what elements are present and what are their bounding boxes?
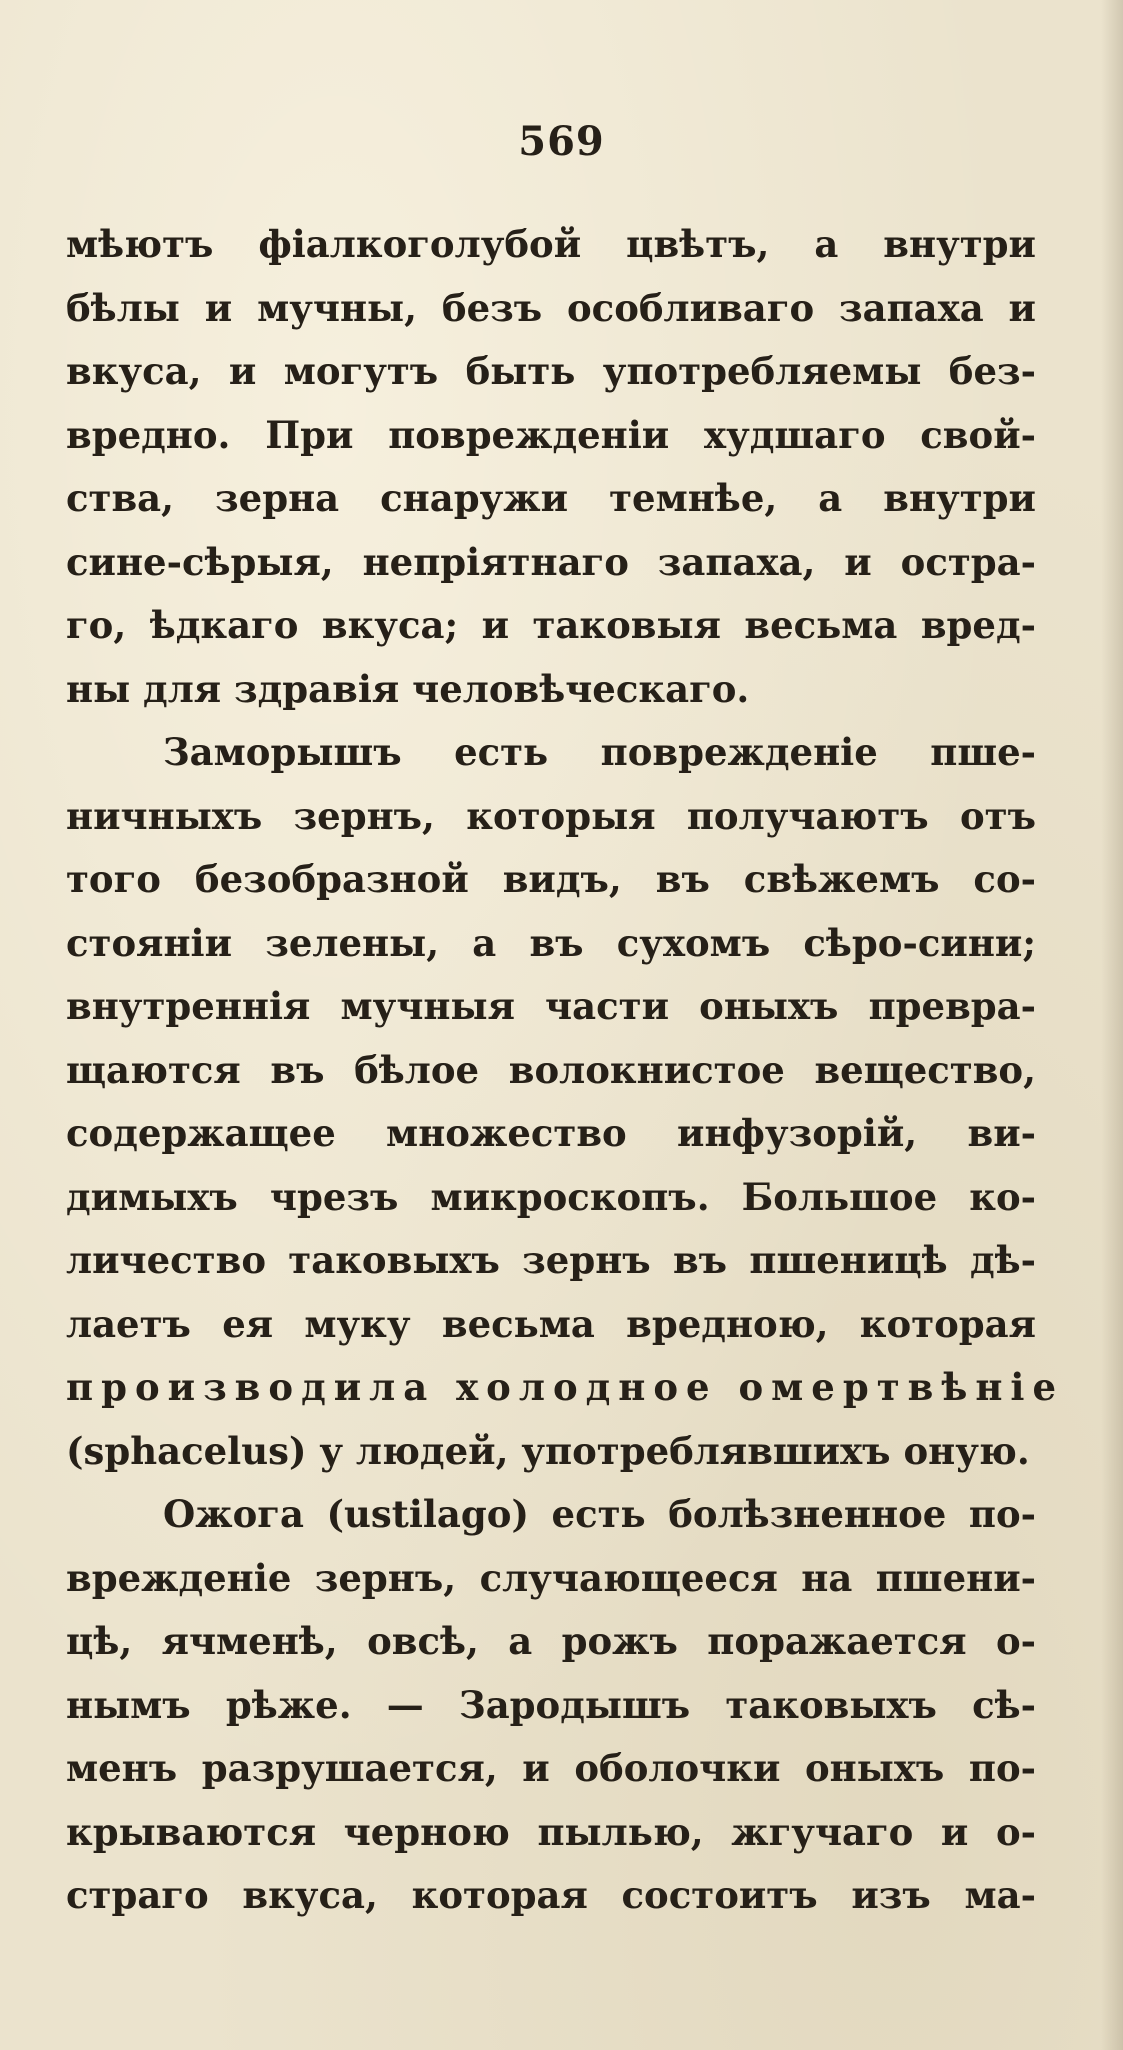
- paragraph-3: [66, 1483, 1036, 1928]
- text-line: го, ѣдкаго вкуса; и таковыя весьма вред-: [66, 603, 1036, 647]
- text-line: сине-сѣрыя, непріятнаго запаха, и остра-: [66, 539, 1036, 584]
- text-line: вредно. При поврежденіи худшаго свой-: [66, 412, 1036, 457]
- text-line: менъ разрушается, и оболочки оныхъ по-: [66, 1746, 1036, 1790]
- paragraph-1: [66, 213, 1036, 721]
- text-line: производила холодное омертвѣніе: [66, 1365, 1065, 1409]
- text-line: Заморышъ есть поврежденіе пше-: [163, 730, 1036, 774]
- text-line: внутреннія мучныя части оныхъ превра-: [66, 984, 1036, 1028]
- text-line: димыхъ чрезъ микроскопъ. Большое ко-: [66, 1174, 1036, 1219]
- text-line: страго вкуса, которая состоитъ изъ ма-: [66, 1873, 1036, 1917]
- text-line: мѣютъ фіалкоголубой цвѣтъ, а внутри: [66, 222, 1036, 266]
- text-line: содержащее множество инфузорій, ви-: [66, 1111, 1036, 1155]
- paragraph-2: [66, 721, 1065, 1483]
- text-line: лаетъ ея муку весьма вредною, которая: [66, 1301, 1036, 1346]
- page-body-text: [66, 213, 1065, 1928]
- text-line: ны для здравія человѣческаго.: [66, 666, 750, 711]
- text-line: крываются черною пылью, жгучаго и о-: [66, 1809, 1036, 1854]
- page-number: 569: [518, 118, 605, 165]
- text-line: врежденіе зернъ, случающееся на пшени-: [66, 1555, 1036, 1600]
- text-line: Ожога (ustilago) есть болѣзненное по-: [163, 1492, 1036, 1536]
- text-line: (sphacelus) у людей, употреблявшихъ оную.: [66, 1428, 1030, 1473]
- text-line: щаются въ бѣлое волокнистое вещество,: [66, 1047, 1036, 1092]
- page-edge-shadow: [1101, 0, 1123, 2050]
- text-line: нымъ рѣже. — Зародышъ таковыхъ сѣ-: [66, 1682, 1036, 1727]
- text-line: бѣлы и мучны, безъ особливаго запаха и: [66, 285, 1036, 330]
- text-line: цѣ, ячменѣ, овсѣ, а рожъ поражается о-: [66, 1619, 1036, 1663]
- text-line: того безобразной видъ, въ свѣжемъ со-: [66, 857, 1036, 901]
- text-line: вкуса, и могутъ быть употребляемы без-: [66, 349, 1036, 393]
- text-line: стояніи зелены, а въ сухомъ сѣро-сини;: [66, 920, 1036, 965]
- text-line: ства, зерна снаружи темнѣе, а внутри: [66, 476, 1036, 520]
- text-line: ничныхъ зернъ, которыя получаютъ отъ: [66, 793, 1036, 838]
- text-line: личество таковыхъ зернъ въ пшеницѣ дѣ-: [66, 1238, 1036, 1282]
